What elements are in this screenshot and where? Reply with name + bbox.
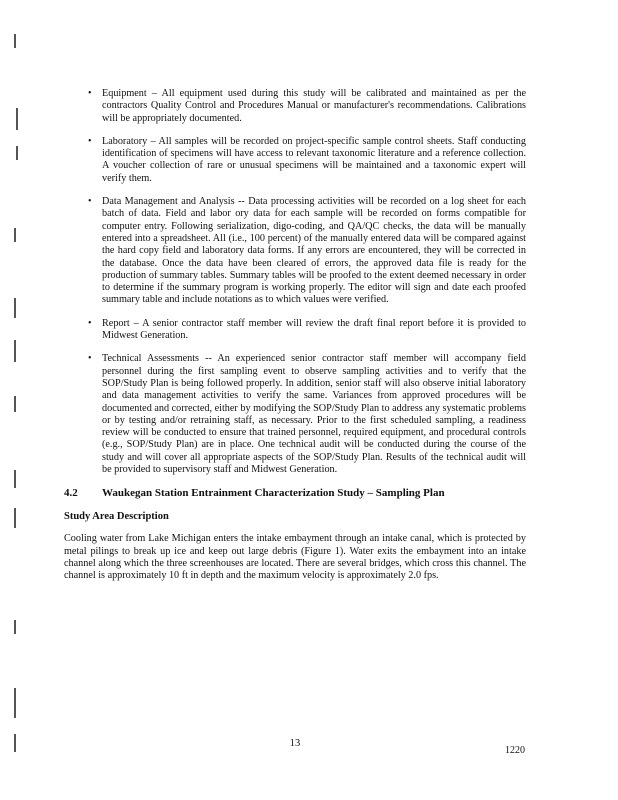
study-area-paragraph: Cooling water from Lake Michigan enters the intake embayment through an intake canal, which is protected by metal pilings to break up ice and keep out large debris (Figure 1). Water exits the embayment into an intake channel along which the three screenhouses are located. There are several bridges, which cross this channel. The channel is approximately 10 ft in depth and the maximum velocity is approximately 2.0 fps. [64,533,526,582]
section-number: 4.2 [64,487,78,500]
bullet-text: Technical Assessments -- An experienced senior contractor staff member will accompany field personnel during the first sampling event to observe sampling activities and to verify that the SOP/Study Plan is being followed properly. In addition, senior staff will also observe initial laboratory and data management activities to verify the same. Variances from approved procedures will be documented and corrected, either by modifying the SOP/Study Plan to address any systematic problems or by testing and/or retraining staff, as necessary. Prior to the first scheduled sampling, a readiness review will be conducted to ensure that trained personnel, required equipment, and procedural controls (e.g., SOP/Study Plan) are in place. One technical audit will be conducted during the course of the study and will cover all appropriate aspects of the SOP/Study Plan. Results of the technical audit will be provided to supervisory staff and Midwest Generation. [102,353,526,476]
bates-number: 1220 [505,745,525,756]
bullet-text: Data Management and Analysis -- Data processing activities will be recorded on a log sheet for each batch of data. Field and labor ory data for each sample will be recorded on forms compatible for computer entry. Following serialization, digo-coding, and QA/QC checks, the data will be manually entered into a spreadsheet. All (i.e., 100 percent) of the manually entered data will be compared against the hard copy field and laboratory data forms. If any errors are encountered, they will be corrected in the database. Once the data have been cleared of errors, the approved data file is ready for the production of summary tables. Summary tables will be proofed to the extent deemed necessary in order to determine if the summary program is working properly. The editor will sign and date each proofed summary table and include notations as to which values were verified. [102,196,526,306]
bullet-report [64,318,526,343]
bullet-data-management [64,196,526,307]
bullet-dot-icon: • [88,353,92,365]
subsection-heading: Study Area Description [64,511,169,523]
binder-hole-marks [0,0,40,800]
bullet-laboratory [64,136,526,185]
bullet-dot-icon: • [88,317,92,329]
bullet-dot-icon: • [88,196,92,208]
bullet-text: Laboratory – All samples will be recorded on project-specific sample control sheets. Staff conducting identification of specimens will have access to relevant taxonomic literature and a reference collection. A voucher collection of rare or unusual specimens will be maintained and a taxonomic expert will verify them. [102,135,526,184]
bullet-text: Report – A senior contractor staff member will review the draft final report before it is provided to Midwest Generation. [102,317,526,342]
section-title: Waukegan Station Entrainment Characterization Study – Sampling Plan [102,487,445,500]
qa-bullet-list [64,88,526,476]
bullet-equipment [64,88,526,125]
page-number: 13 [289,738,301,749]
section-heading [64,487,526,499]
bullet-dot-icon: • [88,88,92,99]
document-page [64,88,526,758]
bullet-text: Equipment – All equipment used during this study will be calibrated and maintained as per the contractors Quality Control and Procedures Manual or manufacturer's recommendations. Calibrations will be appropriately documented. [102,88,526,124]
bullet-dot-icon: • [88,135,92,147]
bullet-technical-assessments [64,353,526,476]
